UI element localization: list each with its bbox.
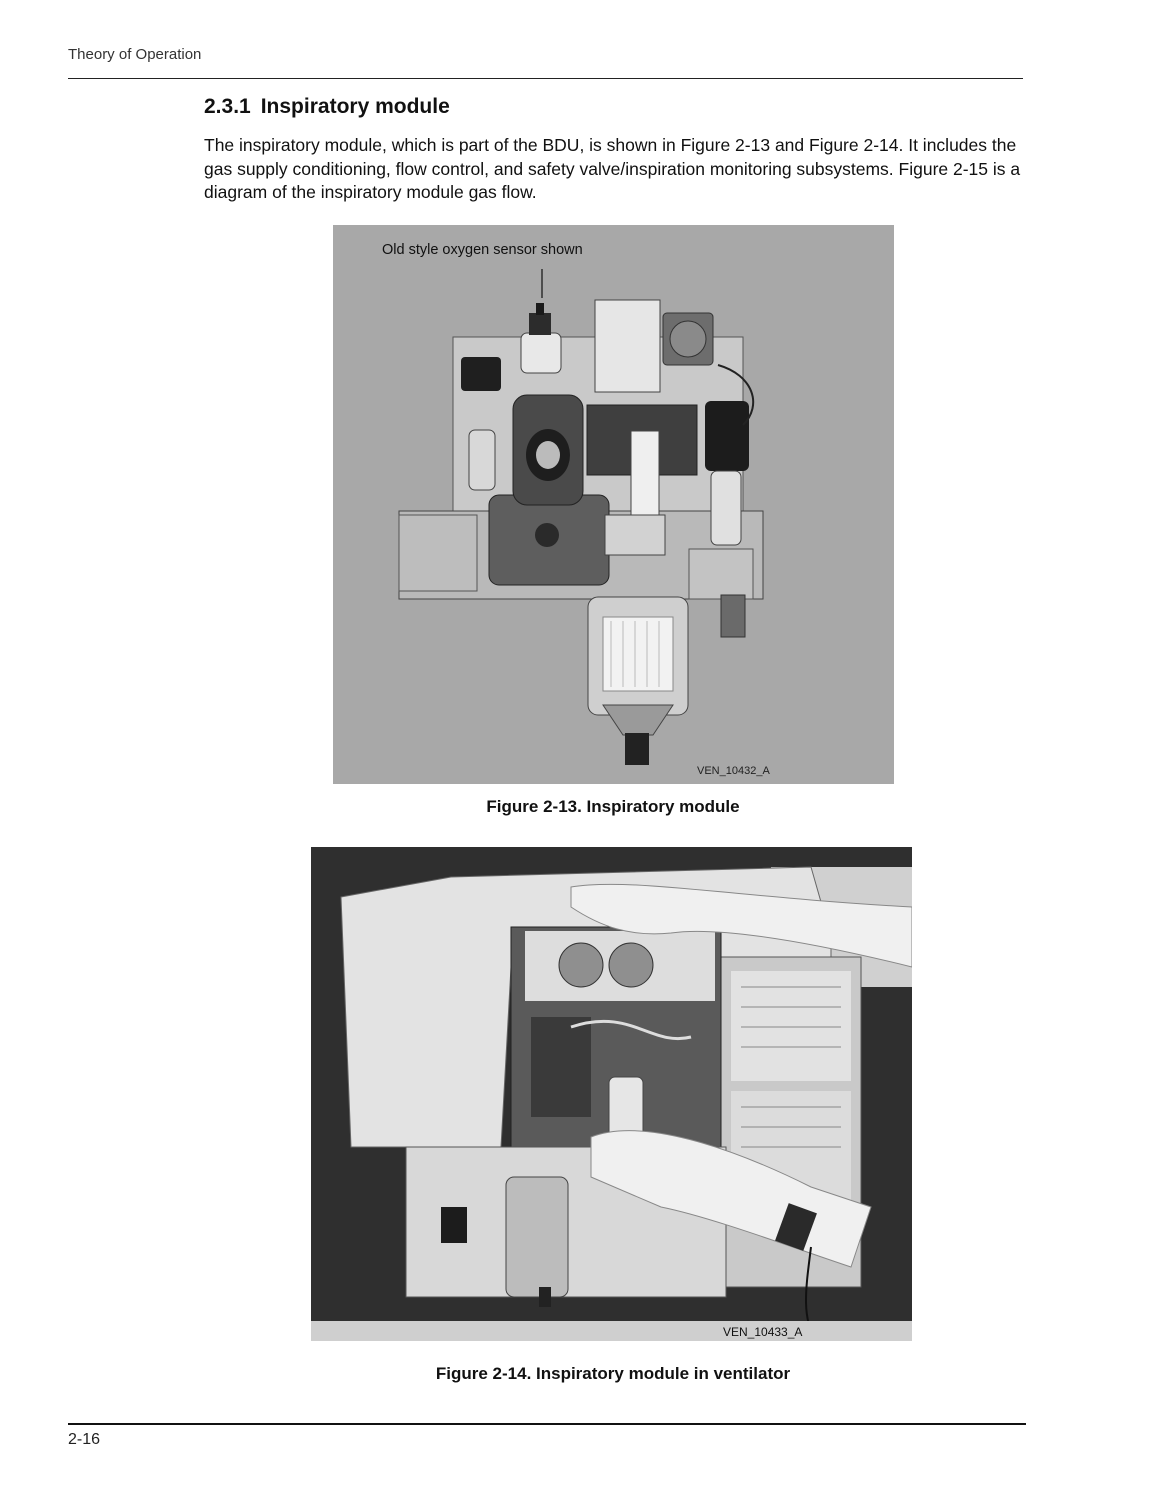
footer-rule xyxy=(68,1423,1026,1425)
figure-id-label: VEN_10433_A xyxy=(723,1325,803,1339)
running-head: Theory of Operation xyxy=(68,46,202,63)
figure-caption: Figure 2-14. Inspiratory module in ventilator xyxy=(435,1364,791,1383)
figure-module-in-ventilator-photo xyxy=(311,847,912,1341)
section-heading xyxy=(204,95,450,119)
header-rule xyxy=(68,78,1023,79)
oxygen-sensor-callout: Old style oxygen sensor shown xyxy=(382,242,583,258)
figure-caption: Figure 2-13. Inspiratory module xyxy=(486,797,740,816)
body-paragraph: The inspiratory module, which is part of the BDU, is shown in Figure 2-13 and Figure 2-14. It includes the gas supply conditioning, flow control, and safety valve/inspiration monitoring subsystems. Figure 2-15 is a diagram of the inspiratory module gas flow. xyxy=(204,135,1021,202)
section-number: 2.3.1 xyxy=(204,95,251,118)
page-number: 2-16 xyxy=(68,1431,101,1448)
ventilator-illustration xyxy=(311,847,912,1341)
inspiratory-module-illustration xyxy=(333,225,894,784)
figure-inspiratory-module-photo xyxy=(333,225,894,784)
figure-id-label: VEN_10432_A xyxy=(697,765,770,777)
section-title: Inspiratory module xyxy=(260,95,450,118)
